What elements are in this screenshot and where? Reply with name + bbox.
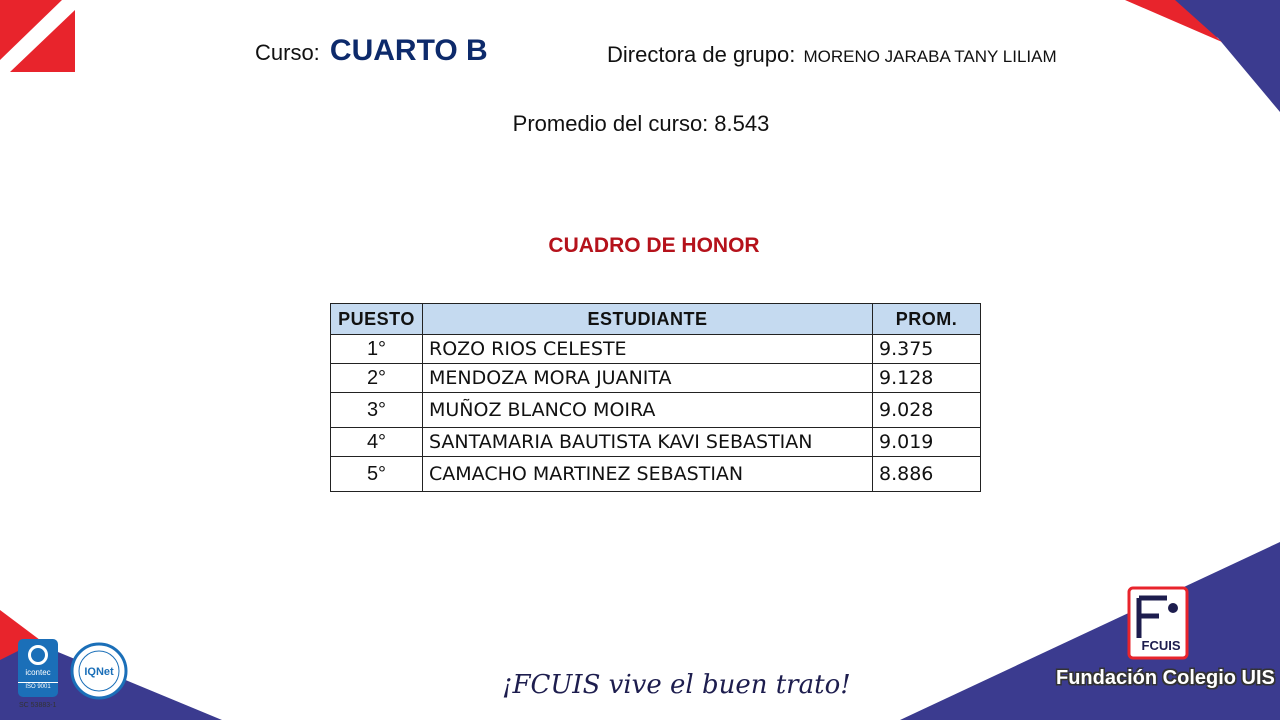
average-cell: 9.128	[873, 364, 981, 393]
fcuis-logo-text: FCUIS	[1141, 638, 1181, 653]
student-name-cell: SANTAMARIA BAUTISTA KAVI SEBASTIAN	[423, 428, 873, 457]
rank-cell: 3°	[331, 393, 423, 428]
course-average-value: 8.543	[714, 111, 770, 136]
icontec-certification-badge	[18, 639, 58, 697]
table-header-row	[331, 304, 981, 335]
table-row	[331, 457, 981, 492]
student-name-cell: MENDOZA MORA JUANITA	[423, 364, 873, 393]
table-row	[331, 364, 981, 393]
certificate-code: SC 53883-1	[19, 702, 57, 709]
iqnet-label: IQNet	[84, 666, 114, 678]
icontec-logo-icon	[28, 645, 48, 665]
fcuis-logo-icon	[1125, 586, 1191, 662]
column-header-prom: PROM.	[873, 304, 981, 335]
iso-label: ISO 9001	[18, 682, 58, 692]
bottom-right-navy-shape	[900, 542, 1280, 720]
column-header-estudiante: ESTUDIANTE	[423, 304, 873, 335]
table-row	[331, 428, 981, 457]
school-brand-name: Fundación Colegio UIS	[1056, 667, 1275, 689]
student-name-cell: ROZO RIOS CELESTE	[423, 335, 873, 364]
average-cell: 8.886	[873, 457, 981, 492]
column-header-puesto: PUESTO	[331, 304, 423, 335]
rank-cell: 4°	[331, 428, 423, 457]
honor-roll-title: CUADRO DE HONOR	[548, 234, 760, 257]
average-cell: 9.019	[873, 428, 981, 457]
course-header	[255, 34, 488, 68]
average-cell: 9.028	[873, 393, 981, 428]
director-value: MORENO JARABA TANY LILIAM	[803, 47, 1057, 66]
student-name-cell: MUÑOZ BLANCO MOIRA	[423, 393, 873, 428]
director-label: Directora de grupo:	[607, 42, 796, 67]
course-value: CUARTO B	[329, 34, 488, 67]
average-cell: 9.375	[873, 335, 981, 364]
student-name-cell: CAMACHO MARTINEZ SEBASTIAN	[423, 457, 873, 492]
school-slogan: ¡FCUIS vive el buen trato!	[502, 670, 851, 700]
iqnet-certification-badge	[70, 642, 128, 700]
rank-cell: 5°	[331, 457, 423, 492]
course-average-label: Promedio del curso:	[512, 111, 709, 136]
table-row	[331, 393, 981, 428]
table-row	[331, 335, 981, 364]
course-label: Curso:	[255, 40, 320, 65]
honor-roll-table	[330, 303, 981, 492]
rank-cell: 2°	[331, 364, 423, 393]
icontec-label: icontec	[25, 668, 51, 677]
rank-cell: 1°	[331, 335, 423, 364]
course-average	[0, 111, 1280, 137]
director-header	[607, 42, 1057, 68]
